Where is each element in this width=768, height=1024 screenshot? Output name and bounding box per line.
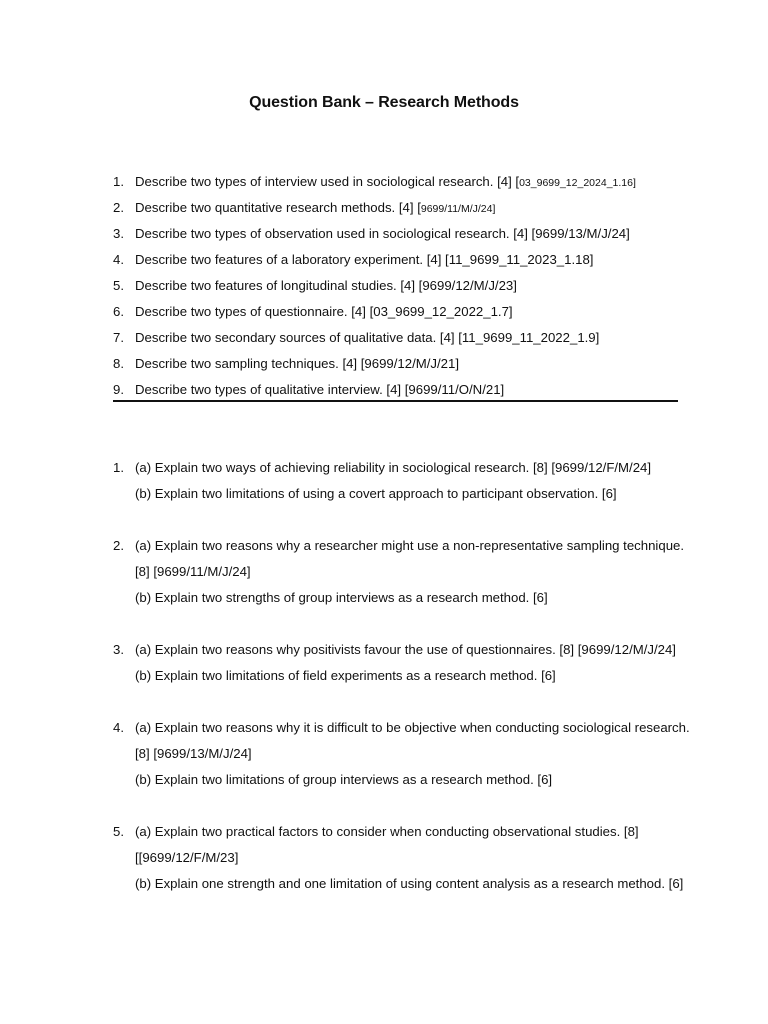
question-part-b: (b) Explain two limitations of group interviews as a research method. [6] xyxy=(135,772,553,787)
list-item xyxy=(113,715,690,793)
list-item xyxy=(113,172,678,198)
list-item xyxy=(113,328,678,354)
question-text: Describe two sampling techniques. [4] [9699/12/M/J/21] xyxy=(135,356,460,371)
list-item xyxy=(113,276,678,302)
question-part-a: (a) Explain two reasons why positivists favour the use of questionnaires. [8] [9699/12/M/J/24] xyxy=(135,642,676,657)
item-number: 5. xyxy=(113,278,124,293)
list-item xyxy=(113,455,678,507)
item-number: 3. xyxy=(113,226,124,241)
question-part-a-reference: [8] [9699/13/M/J/24] xyxy=(135,746,252,761)
question-body xyxy=(135,637,678,689)
long-question-list xyxy=(113,455,690,923)
question-reference: 9699/11/M/J/24] xyxy=(420,203,496,215)
question-text: Describe two secondary sources of qualitative data. [4] [11_9699_11_2022_1.9] xyxy=(135,330,600,345)
item-number: 1. xyxy=(113,460,124,475)
question-reference: 03_9699_12_2024_1.16] xyxy=(519,177,636,189)
question-text: Describe two features of a laboratory experiment. [4] [11_9699_11_2023_1.18] xyxy=(135,252,594,267)
question-part-a: (a) Explain two ways of achieving reliability in sociological research. [8] [9699/12/F/M/24] xyxy=(135,460,652,475)
list-item xyxy=(113,224,678,250)
question-body xyxy=(135,819,684,897)
item-number: 1. xyxy=(113,174,124,189)
list-item xyxy=(113,198,678,224)
item-number: 5. xyxy=(113,824,124,839)
question-body xyxy=(135,715,690,793)
question-part-b: (b) Explain two strengths of group interviews as a research method. [6] xyxy=(135,590,548,605)
item-number: 7. xyxy=(113,330,124,345)
page-title: Question Bank – Research Methods xyxy=(249,94,519,111)
question-text: Describe two features of longitudinal studies. [4] [9699/12/M/J/23] xyxy=(135,278,517,293)
question-text: Describe two types of questionnaire. [4] [03_9699_12_2022_1.7] xyxy=(135,304,513,319)
item-number: 3. xyxy=(113,642,124,657)
question-part-b: (b) Explain two limitations of using a covert approach to participant observation. [6] xyxy=(135,486,617,501)
list-item xyxy=(113,250,678,276)
question-part-a-reference: [8] [9699/11/M/J/24] xyxy=(135,564,251,579)
list-item xyxy=(113,533,685,611)
list-item xyxy=(113,302,678,328)
question-part-a-reference: [[9699/12/F/M/23] xyxy=(135,850,239,865)
item-number: 4. xyxy=(113,252,124,267)
question-part-a: (a) Explain two reasons why it is difficult to be objective when conducting sociological research. xyxy=(135,720,690,735)
list-item xyxy=(113,637,678,689)
list-item xyxy=(113,819,684,897)
question-part-a: (a) Explain two practical factors to consider when conducting observational studies. [8] xyxy=(135,824,639,839)
question-part-b: (b) Explain two limitations of field experiments as a research method. [6] xyxy=(135,668,556,683)
item-number: 8. xyxy=(113,356,124,371)
question-text: Describe two types of observation used in sociological research. [4] [9699/13/M/J/24] xyxy=(135,226,630,241)
question-part-a: (a) Explain two reasons why a researcher might use a non-representative sampling technique. xyxy=(135,538,685,553)
short-question-list xyxy=(113,172,678,406)
question-part-b: (b) Explain one strength and one limitation of using content analysis as a research method. [6] xyxy=(135,876,684,891)
question-text: Describe two types of qualitative interview. [4] [9699/11/O/N/21] xyxy=(135,382,505,397)
list-item xyxy=(113,354,678,380)
section-divider xyxy=(113,400,678,402)
item-number: 2. xyxy=(113,538,124,553)
question-text: Describe two quantitative research methods. [4] [9699/11/M/J/24] xyxy=(135,200,496,215)
question-body xyxy=(135,533,685,611)
list-item xyxy=(113,380,678,406)
question-text: Describe two types of interview used in sociological research. [4] [03_9699_12_2024_1.16] xyxy=(135,174,636,189)
question-body xyxy=(135,455,678,507)
item-number: 2. xyxy=(113,200,124,215)
item-number: 4. xyxy=(113,720,124,735)
item-number: 9. xyxy=(113,382,124,397)
item-number: 6. xyxy=(113,304,124,319)
